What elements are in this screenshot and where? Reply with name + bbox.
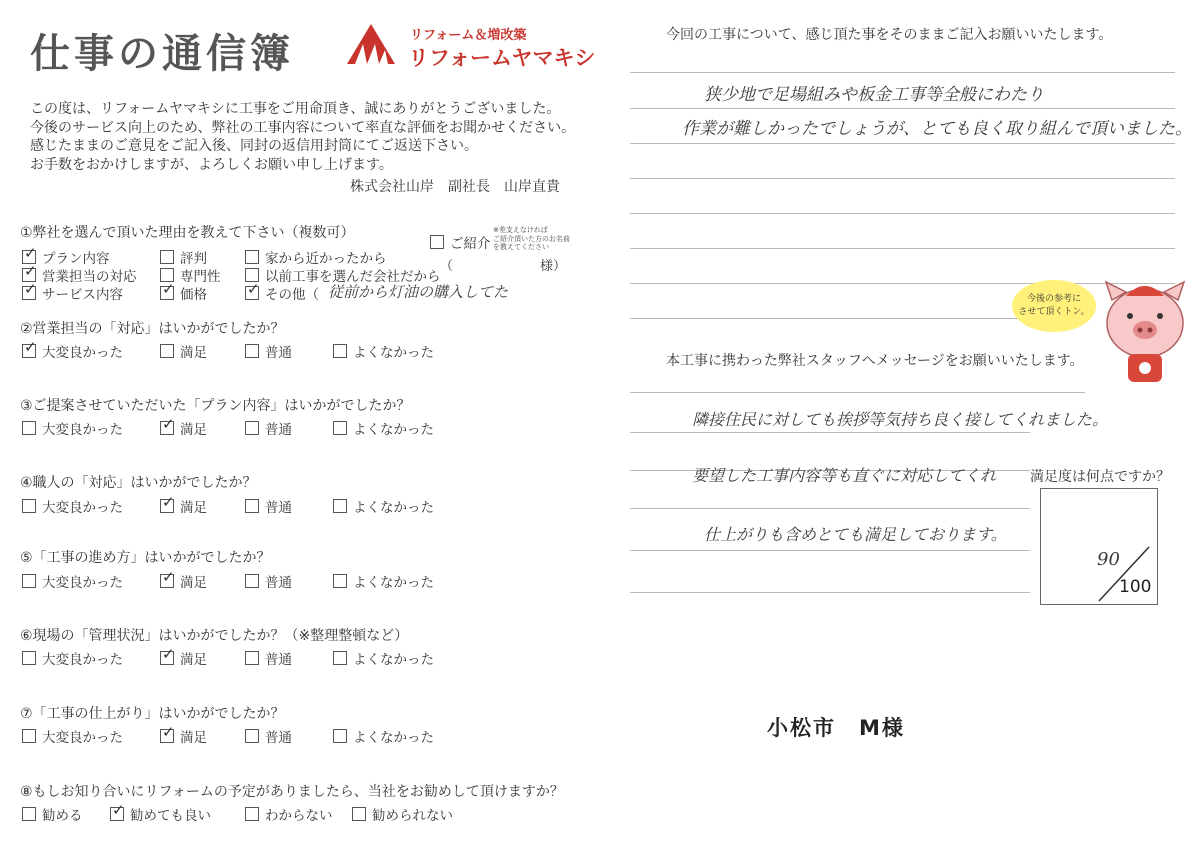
- checkbox[interactable]: [333, 574, 347, 588]
- q7-option[interactable]: ✓ 満足: [160, 726, 207, 746]
- checkbox[interactable]: [333, 651, 347, 665]
- checkbox[interactable]: [160, 729, 174, 743]
- checkbox[interactable]: [333, 344, 347, 358]
- checkbox[interactable]: [245, 344, 259, 358]
- q6-option[interactable]: ✓ 満足: [160, 648, 207, 668]
- checkbox[interactable]: [22, 651, 36, 665]
- writing-line: [630, 178, 1175, 179]
- question-4-title: ④職人の「対応」はいかがでしたか？: [20, 475, 257, 491]
- q1-option-plan[interactable]: ✓ プラン内容: [22, 247, 110, 267]
- page-title: 仕事の通信簿: [30, 31, 294, 77]
- question-2-title: ②営業担当の「対応」はいかがでしたか？: [20, 321, 285, 337]
- speech-bubble: 今後の参考に させて頂くトン。: [1012, 280, 1096, 332]
- impression-handwritten-line: 作業が難しかったでしょうが、とても良く取り組んで頂いました。: [682, 119, 1192, 139]
- checkbox[interactable]: [160, 651, 174, 665]
- checkbox[interactable]: [110, 807, 124, 821]
- q8-option[interactable]: ✓ 勧めても良い: [110, 804, 211, 824]
- checkbox[interactable]: [22, 286, 36, 300]
- q2-option[interactable]: ✓ 大変良かった: [22, 341, 123, 361]
- q3-option[interactable]: 普通: [245, 418, 292, 438]
- q1-option-expertise[interactable]: 専門性: [160, 265, 221, 285]
- q2-option[interactable]: よくなかった: [333, 341, 434, 361]
- writing-line: [630, 508, 1030, 509]
- question-3-title: ③ご提案させていただいた「プラン内容」はいかがでしたか？: [20, 398, 411, 414]
- score-question: 満足度は何点ですか？: [1030, 469, 1170, 485]
- q3-option[interactable]: 大変良かった: [22, 418, 123, 438]
- writing-line: [630, 248, 1175, 249]
- q6-option[interactable]: よくなかった: [333, 648, 434, 668]
- q1-option-sales-response[interactable]: ✓ 営業担当の対応: [22, 265, 137, 285]
- checkbox[interactable]: [352, 807, 366, 821]
- q4-option[interactable]: 普通: [245, 496, 292, 516]
- writing-line: [630, 550, 1030, 551]
- q2-option[interactable]: 満足: [160, 341, 207, 361]
- writing-line: [630, 213, 1175, 214]
- checkbox[interactable]: [22, 421, 36, 435]
- q1-option-previous-company[interactable]: 以前工事を選んだ会社だから: [245, 265, 441, 285]
- q4-option[interactable]: 大変良かった: [22, 496, 123, 516]
- q1-option-service[interactable]: ✓ サービス内容: [22, 283, 123, 303]
- checkbox[interactable]: [430, 235, 444, 249]
- checkbox[interactable]: [22, 574, 36, 588]
- intro-line: お手数をおかけしますが、よろしくお願い申し上げます。: [30, 156, 393, 173]
- checkbox[interactable]: [160, 286, 174, 300]
- q7-option[interactable]: 普通: [245, 726, 292, 746]
- q6-option[interactable]: 普通: [245, 648, 292, 668]
- checkbox[interactable]: [160, 344, 174, 358]
- checkbox[interactable]: [160, 250, 174, 264]
- checkbox[interactable]: [245, 574, 259, 588]
- q6-option[interactable]: 大変良かった: [22, 648, 123, 668]
- checkbox[interactable]: [22, 729, 36, 743]
- writing-line: [630, 392, 1085, 393]
- intro-line: 今後のサービス向上のため、弊社の工事内容について率直な評価をお聞かせください。: [30, 119, 576, 136]
- referral-bracket-open: （: [440, 259, 454, 274]
- pig-mascot-icon: [1100, 278, 1190, 388]
- checkbox[interactable]: [333, 729, 347, 743]
- score-max: 100: [1119, 577, 1152, 597]
- question-8-title: ⑧もしお知り合いにリフォームの予定がありましたら、当社をお勧めして頂けますか？: [20, 784, 564, 800]
- q1-other-handwritten: 従前から灯油の購入してた: [328, 283, 509, 301]
- checkbox[interactable]: [245, 807, 259, 821]
- q1-option-price[interactable]: ✓ 価格: [160, 283, 207, 303]
- q7-option[interactable]: よくなかった: [333, 726, 434, 746]
- q3-option[interactable]: よくなかった: [333, 418, 434, 438]
- checkbox[interactable]: [245, 421, 259, 435]
- impression-handwritten-line: 狭少地で足場組みや板金工事等全般にわたり: [704, 85, 1044, 105]
- writing-line: [630, 143, 1175, 144]
- customer-name: 小松市 M様: [767, 716, 905, 740]
- q1-option-referral[interactable]: ご紹介: [430, 232, 491, 252]
- checkbox[interactable]: [245, 729, 259, 743]
- signature: 株式会社山岸 副社長 山岸直貴: [350, 179, 560, 195]
- intro-line: 感じたままのご意見をご記入後、同封の返信用封筒にてご返送下さい。: [30, 138, 478, 154]
- checkbox[interactable]: [160, 499, 174, 513]
- question-6-title: ⑥現場の「管理状況」はいかがでしたか？（※整理整頓など）: [20, 628, 409, 644]
- q1-option-near-home[interactable]: 家から近かったから: [245, 247, 387, 267]
- checkbox[interactable]: [22, 807, 36, 821]
- q1-option-other[interactable]: ✓ その他（: [245, 283, 319, 303]
- checkbox[interactable]: [333, 421, 347, 435]
- checkbox[interactable]: [160, 421, 174, 435]
- q7-option[interactable]: 大変良かった: [22, 726, 123, 746]
- intro-line: この度は、リフォームヤマキシに工事をご用命頂き、誠にありがとうございました。: [30, 101, 561, 117]
- checkbox[interactable]: [245, 651, 259, 665]
- q4-option[interactable]: ✓ 満足: [160, 496, 207, 516]
- q3-option[interactable]: ✓ 満足: [160, 418, 207, 438]
- q4-option[interactable]: よくなかった: [333, 496, 434, 516]
- logo-name: リフォームヤマキシ: [408, 46, 596, 70]
- q8-option[interactable]: わからない: [245, 804, 333, 824]
- writing-line: [630, 592, 1030, 593]
- q8-option[interactable]: 勧められない: [352, 804, 453, 824]
- checkbox[interactable]: [245, 250, 259, 264]
- checkbox[interactable]: [160, 574, 174, 588]
- question-7-title: ⑦「工事の仕上がり」はいかがでしたか？: [20, 706, 285, 722]
- referral-note: ※差支えなければ ご紹介頂いた方のお名前 を教えてください: [493, 226, 570, 251]
- checkbox[interactable]: [22, 344, 36, 358]
- intro-text: [30, 100, 575, 174]
- score-box[interactable]: [1040, 488, 1158, 605]
- q5-option[interactable]: ✓ 満足: [160, 571, 207, 591]
- writing-line: [630, 283, 1175, 284]
- checkbox[interactable]: [22, 499, 36, 513]
- message-question: 本工事に携わった弊社スタッフへメッセージをお願いいたします。: [666, 353, 1084, 369]
- q1-option-reputation[interactable]: 評判: [160, 247, 207, 267]
- impression-question: 今回の工事について、感じ頂た事をそのままご記入お願いいたします。: [666, 27, 1113, 43]
- q5-option[interactable]: 大変良かった: [22, 571, 123, 591]
- writing-line: [630, 72, 1175, 73]
- q8-option[interactable]: 勧める: [22, 804, 83, 824]
- question-5-title: ⑤「工事の進め方」はいかがでしたか？: [20, 550, 271, 566]
- q5-option[interactable]: 普通: [245, 571, 292, 591]
- message-handwritten-line: 仕上がりも含めとても満足しております。: [704, 525, 1007, 544]
- checkbox[interactable]: [245, 286, 259, 300]
- writing-line: [630, 108, 1175, 109]
- q5-option[interactable]: よくなかった: [333, 571, 434, 591]
- question-1-title: ①弊社を選んで頂いた理由を教えて下さい（複数可）: [20, 225, 355, 241]
- score-value: 90: [1097, 549, 1120, 570]
- q2-option[interactable]: 普通: [245, 341, 292, 361]
- checkbox[interactable]: [333, 499, 347, 513]
- checkbox[interactable]: [245, 499, 259, 513]
- writing-line: [630, 432, 1030, 433]
- referral-sama: 様）: [540, 259, 567, 274]
- message-handwritten-line: 要望した工事内容等も直ぐに対応してくれ: [692, 466, 997, 485]
- logo-subtitle: リフォーム＆増改築: [410, 28, 527, 43]
- message-handwritten-line: 隣接住民に対しても挨拶等気持ち良く接してくれました。: [692, 410, 1109, 429]
- company-logo-icon: [345, 22, 397, 66]
